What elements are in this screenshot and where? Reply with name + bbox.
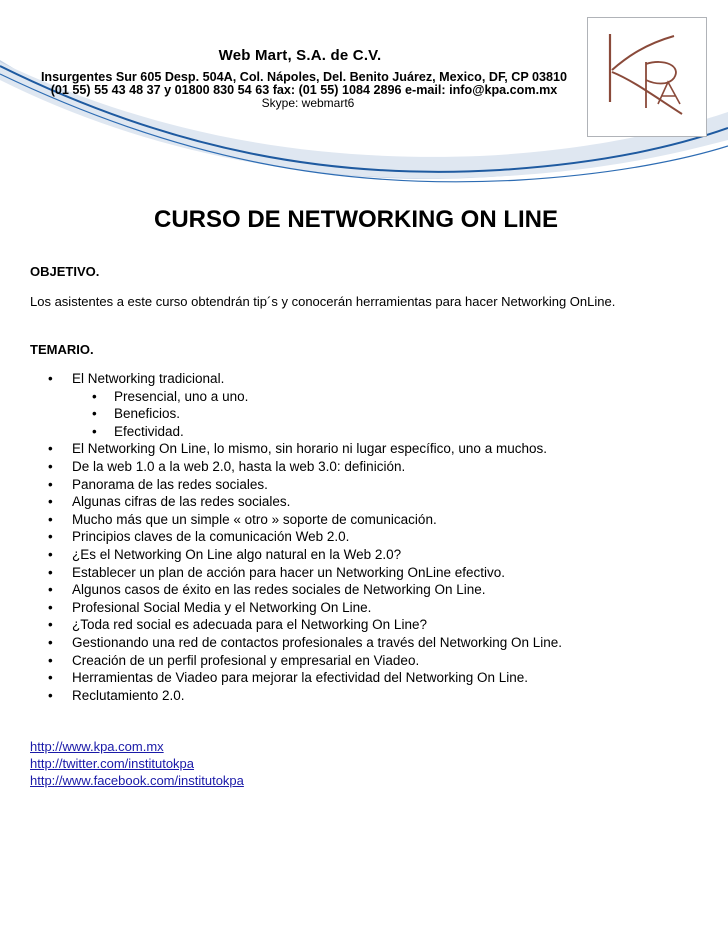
bullet-icon: •: [92, 388, 97, 404]
list-item: • De la web 1.0 a la web 2.0, hasta la web 3.0: definición.: [48, 458, 406, 474]
links-block: [30, 738, 244, 789]
address-line-1: Insurgentes Sur 605 Desp. 504A, Col. Nápoles, Del. Benito Juárez, Mexico, DF, CP 03810: [40, 70, 568, 84]
list-item: • ¿Es el Networking On Line algo natural en la Web 2.0?: [48, 546, 402, 562]
bullet-icon: •: [48, 652, 53, 668]
sub-list-item: • Presencial, uno a uno.: [92, 388, 249, 404]
objetivo-heading: OBJETIVO.: [30, 264, 100, 279]
bullet-icon: •: [48, 494, 53, 510]
bullet-icon: •: [48, 476, 53, 492]
list-item: • ¿Toda red social es adecuada para el Networking On Line?: [48, 617, 427, 633]
list-item: • Mucho más que un simple « otro » soporte de comunicación.: [48, 511, 437, 527]
list-item: • Panorama de las redes sociales.: [48, 476, 268, 492]
list-item: • Algunos casos de éxito en las redes sociales de Networking On Line.: [48, 582, 486, 598]
skype-line: Skype: webmart6: [261, 96, 355, 110]
bullet-icon: •: [92, 406, 97, 422]
list-item: • Reclutamiento 2.0.: [48, 687, 185, 703]
sub-list-item: • Efectividad.: [92, 423, 184, 439]
bullet-icon: •: [48, 371, 53, 386]
link-kpa-website[interactable]: http://www.kpa.com.mx: [30, 739, 164, 754]
bullet-icon: •: [48, 564, 53, 580]
address-line-2: (01 55) 55 43 48 37 y 01800 830 54 63 fax: (01 55) 1084 2896 e-mail: info@kpa.com.mx: [50, 83, 558, 97]
list-item: • Establecer un plan de acción para hacer un Networking OnLine efectivo.: [48, 564, 506, 580]
bullet-icon: •: [48, 617, 53, 633]
letterhead: [0, 0, 728, 200]
bullet-icon: •: [48, 582, 53, 598]
bullet-icon: •: [48, 599, 53, 615]
list-item: • Gestionando una red de contactos profesionales a través del Networking On Line.: [48, 634, 563, 650]
bullet-icon: •: [48, 687, 53, 703]
list-item: • El Networking tradicional. • Presencial, uno a uno. • Beneficios. • Efectividad.: [30, 370, 562, 440]
bullet-icon: •: [48, 670, 53, 686]
bullet-icon: •: [92, 423, 97, 439]
link-facebook[interactable]: http://www.facebook.com/institutokpa: [30, 773, 244, 788]
list-item: • Algunas cifras de las redes sociales.: [48, 494, 291, 510]
temario-list: [30, 370, 562, 704]
temario-sublist: [72, 388, 562, 441]
bullet-icon: •: [48, 546, 53, 562]
kpa-logo: [587, 17, 707, 137]
bullet-icon: •: [48, 458, 53, 474]
bullet-icon: •: [48, 529, 53, 545]
course-title: CURSO DE NETWORKING ON LINE: [153, 206, 558, 233]
bullet-icon: •: [48, 634, 53, 650]
bullet-icon: •: [48, 511, 53, 527]
sub-list-item: • Beneficios.: [92, 406, 181, 422]
company-name: Web Mart, S.A. de C.V.: [218, 47, 382, 64]
link-twitter[interactable]: http://twitter.com/institutokpa: [30, 756, 195, 771]
temario-heading: TEMARIO.: [30, 342, 94, 357]
list-item: • Profesional Social Media y el Networking On Line.: [48, 599, 372, 615]
bullet-icon: •: [48, 441, 53, 457]
list-item: • Herramientas de Viadeo para mejorar la efectividad del Networking On Line.: [48, 670, 528, 686]
list-item: • Creación de un perfil profesional y empresarial en Viadeo.: [48, 652, 420, 668]
kpa-logo-icon: [588, 18, 706, 136]
list-item: • El Networking On Line, lo mismo, sin horario ni lugar específico, uno a muchos.: [48, 441, 547, 457]
objetivo-text: Los asistentes a este curso obtendrán tip´s y conocerán herramientas para hacer Networking OnLine.: [30, 294, 616, 309]
list-item: • Principios claves de la comunicación Web 2.0.: [48, 529, 350, 545]
